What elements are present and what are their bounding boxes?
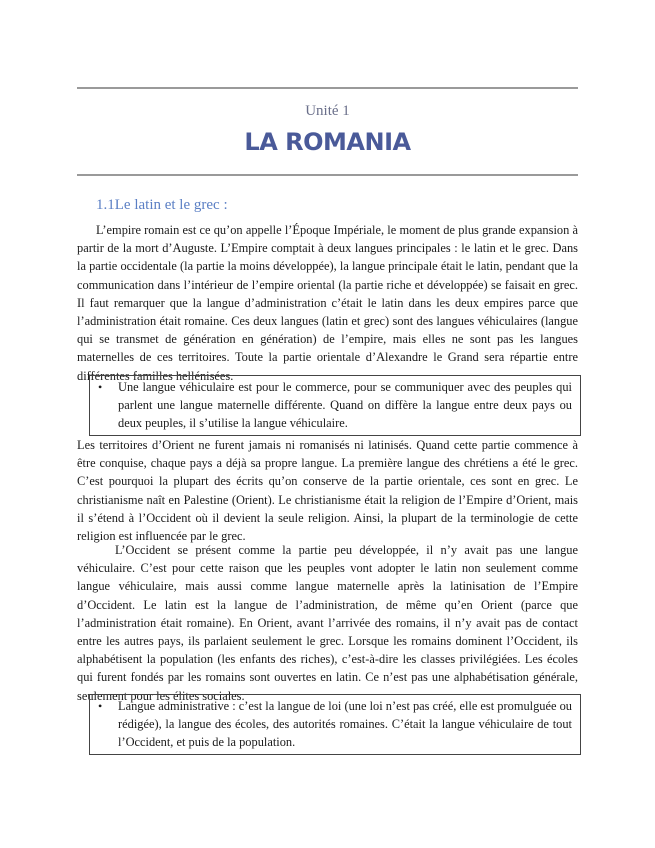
note-box-1-text: Une langue véhiculaire est pour le commerce, pour se communiquer avec des peuples qui parlent une langue maternelle différente. Quand on diffère la langue entre deux pays ou deux peuples, il s’utilise la langue véhiculaire. [118,380,572,431]
note-box-2-text: Langue administrative : c’est la langue de loi (une loi n’est pas créé, elle est promulguée ou rédigée), la langue des écoles, des autorités romaines. C’était la langue véhiculaire de tout l’Occident, et puis de la population. [118,699,572,750]
paragraph-3-text: L’Occident se présent comme la partie peu développée, il n’y avait pas une langue véhiculaire. C’est pour cette raison que les peuples vont adopter le latin non seulement comme langue véhiculaire, mais aussi comme langue maternelle après la latinisation de l’Empire d’Occident. Le latin est la langue de l’administration, de même qu’en Orient (parce que l’administration était romaine). En Orient, avant l’arrivée des romains, il n’y avait pas de contact entre les autres pays, ils parlaient seulement le grec. Lorsque les romains dominent l’Occident, ils alphabétisent la population (les enfants des riches), c’est-à-dire les classes privilégiées. Les écoles qui furent fondés par les romains sont ouvertes en latin. Ce n’est pas une alphabétisation générale, seulement pour les élites sociales. [77,543,578,703]
paragraph-3 [77,541,578,705]
bullet-icon: • [98,699,103,713]
paragraph-1-text: L’empire romain est ce qu’on appelle l’Époque Impériale, le moment de plus grande expansion à partir de la mort d’Auguste. L’Empire comptait à deux langues principales : le latin et le grec. Dans la partie occidentale (la partie la moins développée), la langue principale était le latin, pendant que la communication dans l’intérieur de l’empire oriental (la partie riche et développée) se faisait en grec. Il faut remarquer que la langue d’administration c’était le latin dans les deux empires parce que l’administration était romaine. Ces deux langues (latin et grec) sont des langues véhiculaires (langue qui se transmet de génération en génération) de l’empire, mais elles ne sont pas les langues maternelles de ces territoires. Toute la partie orientale d’Alexandre le Grand sera répartie entre différentes familles hellénisées. [77,223,578,383]
note-box-2 [89,694,581,755]
unit-label: Unité 1 [305,103,350,119]
paragraph-2-text: Les territoires d’Orient ne furent jamais ni romanisés ni latinisés. Quand cette partie commence à être conquise, chaque pays a déjà sa propre langue. La première langue des chrétiens a été le grec. C’est pourquoi la plupart des écrits qu’on conserve de la partie orientale, ces sont en grec. Le christianisme naît en Palestine (Orient). Le christianisme était la religion de l’Empire d’Orient, mais il s’étend à l’Occident où il devient la seule religion. Ainsi, la plupart de la terminologie de cette religion est influencée par le grec. [77,438,578,544]
section-heading: 1.1Le latin et le grec : [96,197,228,213]
paragraph-2 [77,436,578,545]
top-rule [77,87,578,89]
page-title: LA ROMANIA [244,128,411,156]
note-box-1 [89,375,581,436]
paragraph-1 [77,221,578,385]
bullet-icon: • [98,380,103,394]
title-rule [77,174,578,176]
